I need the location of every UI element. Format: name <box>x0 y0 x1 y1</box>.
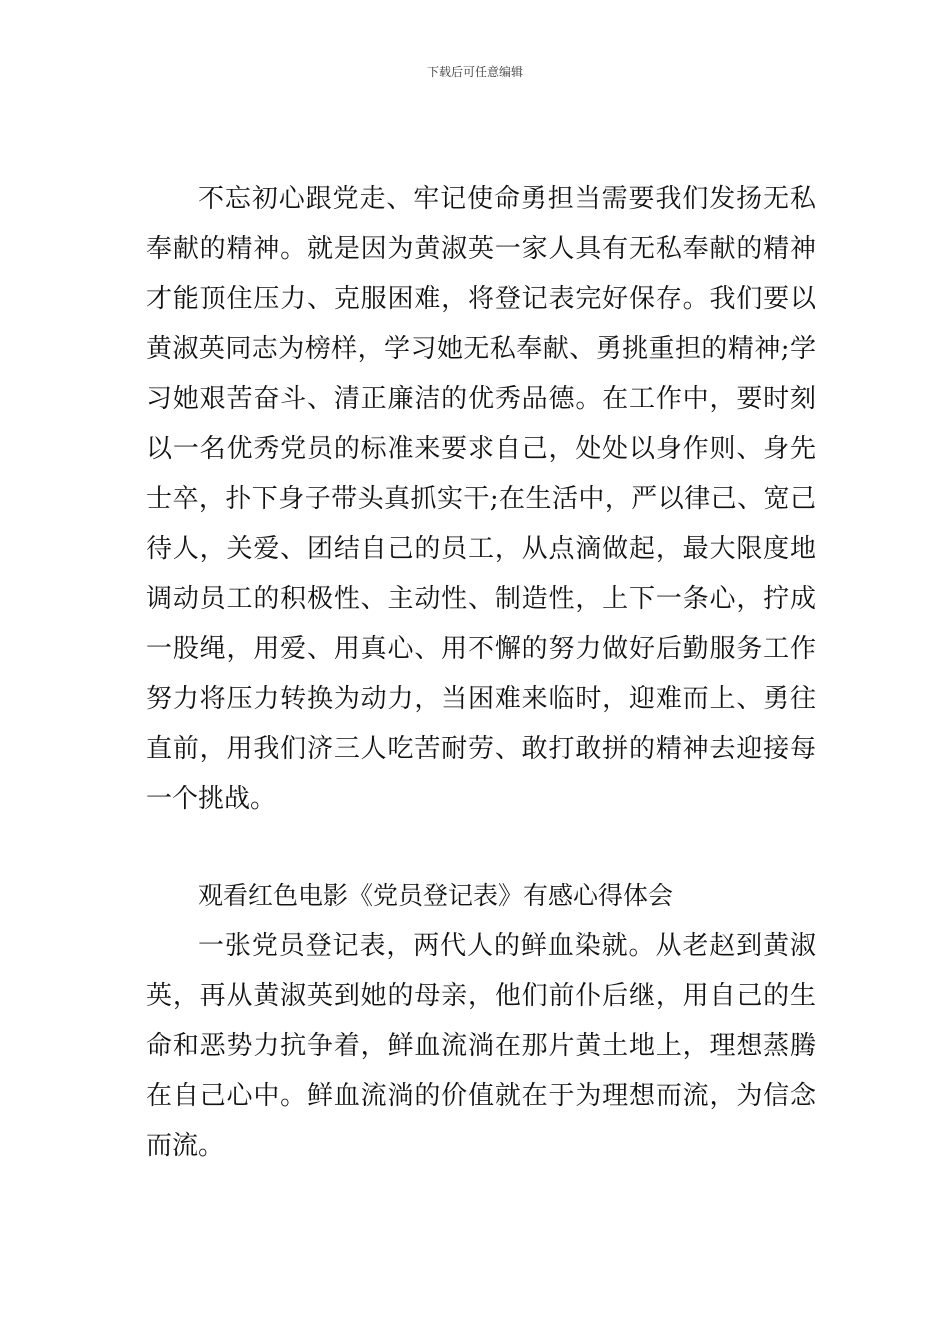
text-line: 才能顶住压力、克服困难，将登记表完好保存。我们要以 <box>146 284 816 314</box>
text-line: 努力将压力转换为动力，当困难来临时，迎难而上、勇往 <box>146 684 816 714</box>
text-line: 不忘初心跟党走、牢记使命勇担当需要我们发扬无私 <box>198 184 816 214</box>
text-line: 以一名优秀党员的标准来要求自己，处处以身作则、身先 <box>146 434 816 464</box>
text-line: 在自己心中。鲜血流淌的价值就在于为理想而流，为信念 <box>146 1081 816 1111</box>
text-line: 一个挑战。 <box>146 784 277 814</box>
text-line: 英，再从黄淑英到她的母亲，他们前仆后继，用自己的生 <box>146 981 816 1011</box>
text-line: 待人，关爱、团结自己的员工，从点滴做起，最大限度地 <box>146 534 816 564</box>
text-line: 而流。 <box>146 1131 225 1161</box>
text-line: 调动员工的积极性、主动性、制造性，上下一条心，拧成 <box>146 584 816 614</box>
text-line: 黄淑英同志为榜样，学习她无私奉献、勇挑重担的精神;学 <box>146 334 816 364</box>
section-title: 观看红色电影《党员登记表》有感心得体会 <box>198 881 674 910</box>
text-line: 习她艰苦奋斗、清正廉洁的优秀品德。在工作中，要时刻 <box>146 384 816 414</box>
text-line: 命和恶势力抗争着，鲜血流淌在那片黄土地上，理想蒸腾 <box>146 1031 816 1061</box>
text-line: 奉献的精神。就是因为黄淑英一家人具有无私奉献的精神 <box>146 234 816 264</box>
text-line: 直前，用我们济三人吃苦耐劳、敢打敢拼的精神去迎接每 <box>146 734 816 764</box>
text-line: 一张党员登记表，两代人的鲜血染就。从老赵到黄淑 <box>198 931 816 961</box>
download-editable-note: 下载后可任意编辑 <box>426 65 523 79</box>
text-line: 一股绳，用爱、用真心、用不懈的努力做好后勤服务工作 <box>146 634 816 664</box>
text-line: 士卒，扑下身子带头真抓实干;在生活中，严以律己、宽己 <box>146 484 816 514</box>
